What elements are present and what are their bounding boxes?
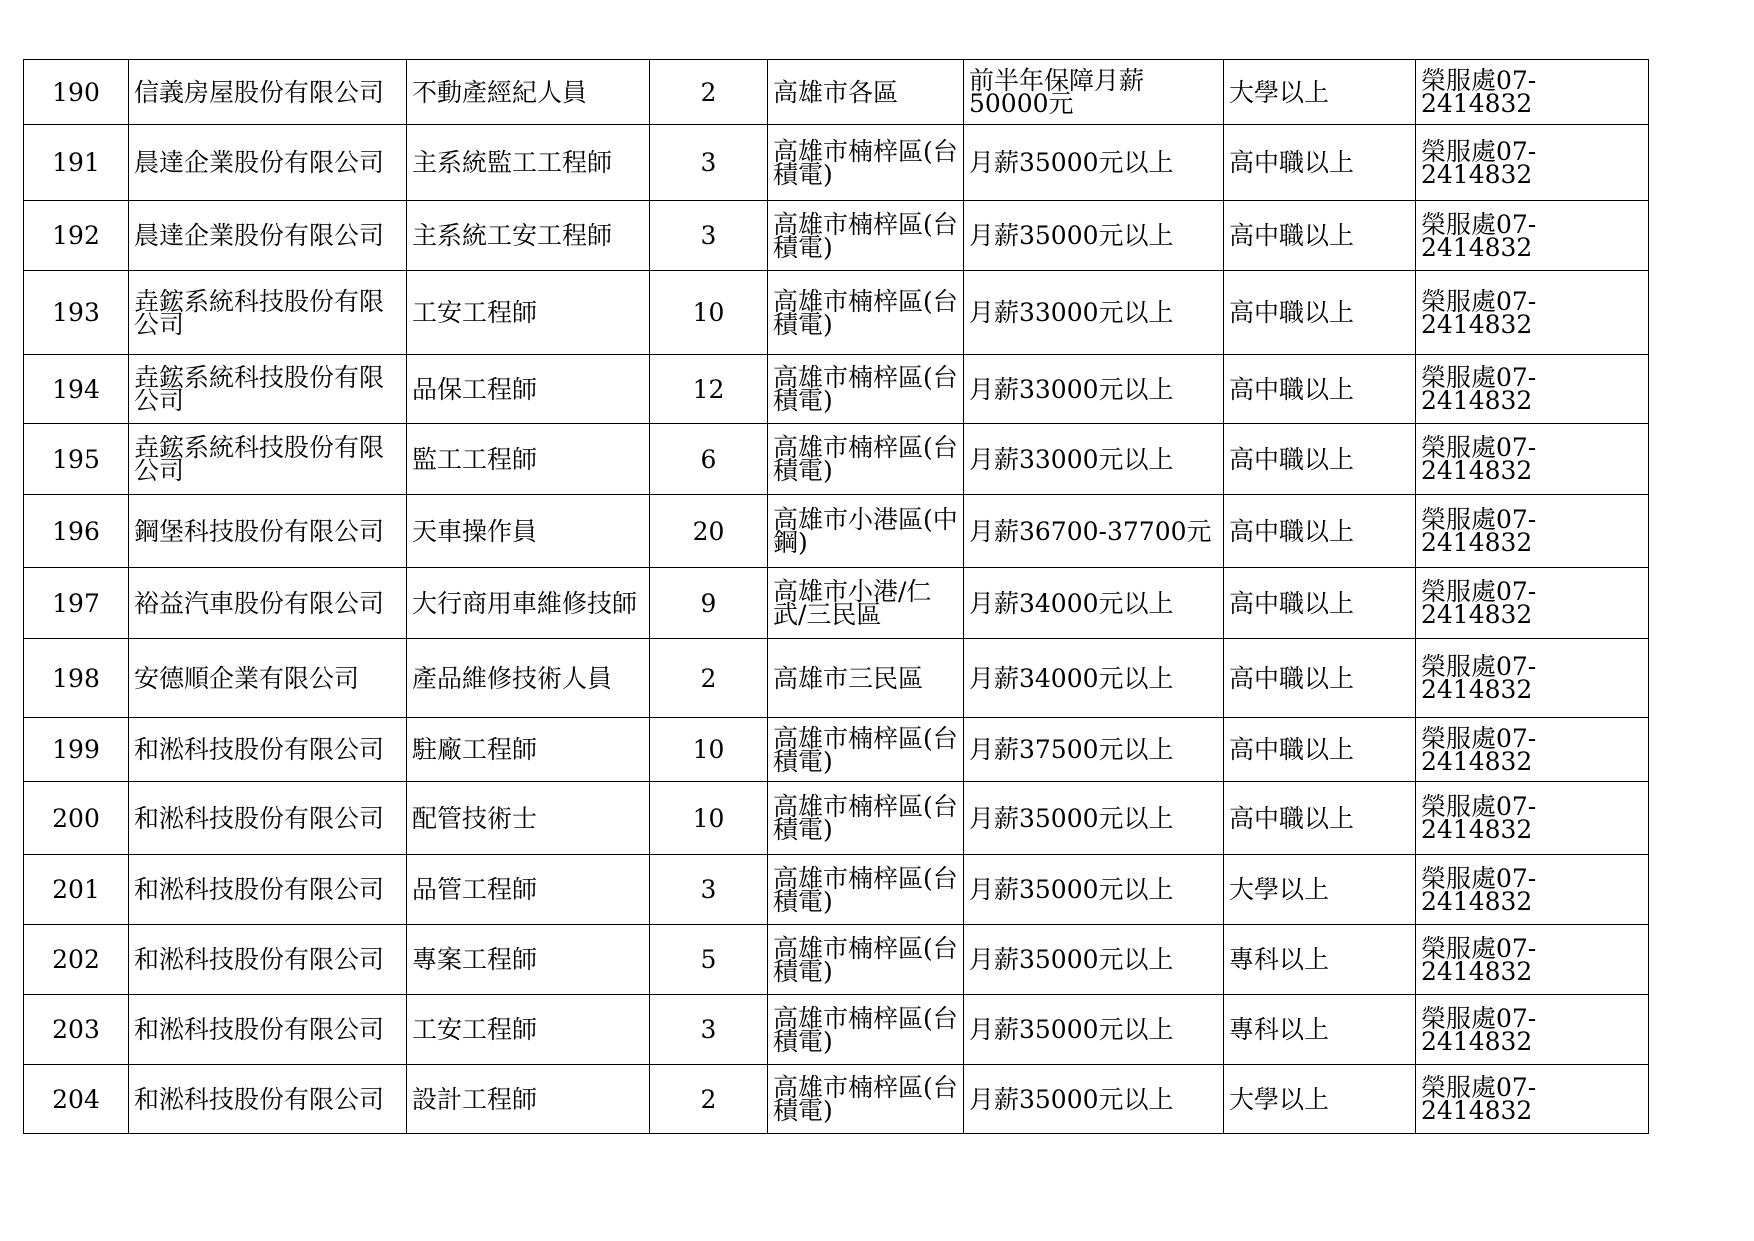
salary-cell: 月薪35000元以上 <box>964 782 1224 855</box>
company-cell: 和淞科技股份有限公司 <box>129 782 407 855</box>
headcount-cell: 3 <box>650 201 768 271</box>
table-row <box>24 782 1649 855</box>
row-number-cell: 192 <box>24 201 129 271</box>
job-listing-body <box>24 60 1649 1134</box>
contact-cell: 榮服處07-2414832 <box>1416 718 1649 782</box>
salary-cell: 月薪34000元以上 <box>964 639 1224 718</box>
education-cell: 高中職以上 <box>1224 495 1416 568</box>
row-number-cell: 191 <box>24 125 129 201</box>
education-cell: 高中職以上 <box>1224 355 1416 424</box>
row-number-cell: 197 <box>24 568 129 639</box>
headcount-cell: 10 <box>650 782 768 855</box>
salary-cell: 月薪36700-37700元 <box>964 495 1224 568</box>
location-cell: 高雄市三民區 <box>768 639 964 718</box>
headcount-cell: 12 <box>650 355 768 424</box>
salary-cell: 月薪35000元以上 <box>964 855 1224 925</box>
headcount-cell: 20 <box>650 495 768 568</box>
job-title-cell: 不動產經紀人員 <box>407 60 650 125</box>
salary-cell: 月薪35000元以上 <box>964 201 1224 271</box>
table-row <box>24 1065 1649 1134</box>
education-cell: 大學以上 <box>1224 1065 1416 1134</box>
education-cell: 高中職以上 <box>1224 639 1416 718</box>
row-number-cell: 193 <box>24 271 129 355</box>
salary-cell: 月薪35000元以上 <box>964 125 1224 201</box>
location-cell: 高雄市楠梓區(台積電) <box>768 1065 964 1134</box>
education-cell: 高中職以上 <box>1224 271 1416 355</box>
job-title-cell: 專案工程師 <box>407 925 650 995</box>
job-title-cell: 主系統工安工程師 <box>407 201 650 271</box>
company-cell: 鋼堡科技股份有限公司 <box>129 495 407 568</box>
headcount-cell: 2 <box>650 1065 768 1134</box>
headcount-cell: 3 <box>650 995 768 1065</box>
row-number-cell: 200 <box>24 782 129 855</box>
education-cell: 專科以上 <box>1224 925 1416 995</box>
job-title-cell: 主系統監工工程師 <box>407 125 650 201</box>
row-number-cell: 201 <box>24 855 129 925</box>
company-cell: 晨達企業股份有限公司 <box>129 125 407 201</box>
headcount-cell: 3 <box>650 855 768 925</box>
headcount-cell: 9 <box>650 568 768 639</box>
contact-cell: 榮服處07-2414832 <box>1416 201 1649 271</box>
row-number-cell: 203 <box>24 995 129 1065</box>
contact-cell: 榮服處07-2414832 <box>1416 1065 1649 1134</box>
contact-cell: 榮服處07-2414832 <box>1416 424 1649 495</box>
salary-cell: 月薪34000元以上 <box>964 568 1224 639</box>
salary-cell: 月薪35000元以上 <box>964 1065 1224 1134</box>
education-cell: 高中職以上 <box>1224 782 1416 855</box>
headcount-cell: 5 <box>650 925 768 995</box>
job-title-cell: 品保工程師 <box>407 355 650 424</box>
company-cell: 和淞科技股份有限公司 <box>129 925 407 995</box>
job-title-cell: 天車操作員 <box>407 495 650 568</box>
job-title-cell: 監工工程師 <box>407 424 650 495</box>
salary-cell: 月薪37500元以上 <box>964 718 1224 782</box>
headcount-cell: 10 <box>650 271 768 355</box>
location-cell: 高雄市各區 <box>768 60 964 125</box>
job-title-cell: 設計工程師 <box>407 1065 650 1134</box>
headcount-cell: 2 <box>650 639 768 718</box>
job-title-cell: 配管技術士 <box>407 782 650 855</box>
table-row <box>24 568 1649 639</box>
location-cell: 高雄市楠梓區(台積電) <box>768 995 964 1065</box>
education-cell: 高中職以上 <box>1224 568 1416 639</box>
row-number-cell: 194 <box>24 355 129 424</box>
row-number-cell: 190 <box>24 60 129 125</box>
company-cell: 安德順企業有限公司 <box>129 639 407 718</box>
row-number-cell: 202 <box>24 925 129 995</box>
table-row <box>24 60 1649 125</box>
salary-cell: 月薪33000元以上 <box>964 355 1224 424</box>
company-cell: 和淞科技股份有限公司 <box>129 718 407 782</box>
job-listing-table <box>23 59 1649 1134</box>
table-row <box>24 925 1649 995</box>
education-cell: 高中職以上 <box>1224 201 1416 271</box>
location-cell: 高雄市楠梓區(台積電) <box>768 925 964 995</box>
contact-cell: 榮服處07-2414832 <box>1416 495 1649 568</box>
row-number-cell: 196 <box>24 495 129 568</box>
company-cell: 信義房屋股份有限公司 <box>129 60 407 125</box>
location-cell: 高雄市楠梓區(台積電) <box>768 271 964 355</box>
headcount-cell: 6 <box>650 424 768 495</box>
contact-cell: 榮服處07-2414832 <box>1416 355 1649 424</box>
salary-cell: 月薪33000元以上 <box>964 271 1224 355</box>
education-cell: 大學以上 <box>1224 60 1416 125</box>
contact-cell: 榮服處07-2414832 <box>1416 995 1649 1065</box>
job-title-cell: 大行商用車維修技師 <box>407 568 650 639</box>
education-cell: 大學以上 <box>1224 855 1416 925</box>
salary-cell: 月薪35000元以上 <box>964 925 1224 995</box>
location-cell: 高雄市小港區(中鋼) <box>768 495 964 568</box>
company-cell: 晨達企業股份有限公司 <box>129 201 407 271</box>
job-title-cell: 駐廠工程師 <box>407 718 650 782</box>
salary-cell: 月薪35000元以上 <box>964 995 1224 1065</box>
job-title-cell: 產品維修技術人員 <box>407 639 650 718</box>
job-title-cell: 工安工程師 <box>407 271 650 355</box>
education-cell: 高中職以上 <box>1224 718 1416 782</box>
location-cell: 高雄市楠梓區(台積電) <box>768 718 964 782</box>
location-cell: 高雄市楠梓區(台積電) <box>768 201 964 271</box>
company-cell: 和淞科技股份有限公司 <box>129 995 407 1065</box>
company-cell: 和淞科技股份有限公司 <box>129 855 407 925</box>
contact-cell: 榮服處07-2414832 <box>1416 125 1649 201</box>
job-title-cell: 品管工程師 <box>407 855 650 925</box>
table-row <box>24 639 1649 718</box>
education-cell: 高中職以上 <box>1224 424 1416 495</box>
table-row <box>24 271 1649 355</box>
location-cell: 高雄市楠梓區(台積電) <box>768 355 964 424</box>
table-row <box>24 495 1649 568</box>
contact-cell: 榮服處07-2414832 <box>1416 925 1649 995</box>
contact-cell: 榮服處07-2414832 <box>1416 271 1649 355</box>
table-row <box>24 995 1649 1065</box>
company-cell: 垚鋐系統科技股份有限公司 <box>129 424 407 495</box>
row-number-cell: 199 <box>24 718 129 782</box>
company-cell: 裕益汽車股份有限公司 <box>129 568 407 639</box>
table-row <box>24 125 1649 201</box>
location-cell: 高雄市小港/仁武/三民區 <box>768 568 964 639</box>
contact-cell: 榮服處07-2414832 <box>1416 855 1649 925</box>
table-row <box>24 355 1649 424</box>
contact-cell: 榮服處07-2414832 <box>1416 60 1649 125</box>
location-cell: 高雄市楠梓區(台積電) <box>768 782 964 855</box>
contact-cell: 榮服處07-2414832 <box>1416 568 1649 639</box>
company-cell: 垚鋐系統科技股份有限公司 <box>129 271 407 355</box>
education-cell: 專科以上 <box>1224 995 1416 1065</box>
headcount-cell: 10 <box>650 718 768 782</box>
table-row <box>24 855 1649 925</box>
company-cell: 和淞科技股份有限公司 <box>129 1065 407 1134</box>
location-cell: 高雄市楠梓區(台積電) <box>768 125 964 201</box>
contact-cell: 榮服處07-2414832 <box>1416 782 1649 855</box>
row-number-cell: 195 <box>24 424 129 495</box>
location-cell: 高雄市楠梓區(台積電) <box>768 855 964 925</box>
row-number-cell: 204 <box>24 1065 129 1134</box>
location-cell: 高雄市楠梓區(台積電) <box>768 424 964 495</box>
table-row <box>24 718 1649 782</box>
headcount-cell: 2 <box>650 60 768 125</box>
job-title-cell: 工安工程師 <box>407 995 650 1065</box>
contact-cell: 榮服處07-2414832 <box>1416 639 1649 718</box>
salary-cell: 月薪33000元以上 <box>964 424 1224 495</box>
table-row <box>24 424 1649 495</box>
row-number-cell: 198 <box>24 639 129 718</box>
headcount-cell: 3 <box>650 125 768 201</box>
salary-cell: 前半年保障月薪50000元 <box>964 60 1224 125</box>
table-row <box>24 201 1649 271</box>
company-cell: 垚鋐系統科技股份有限公司 <box>129 355 407 424</box>
education-cell: 高中職以上 <box>1224 125 1416 201</box>
